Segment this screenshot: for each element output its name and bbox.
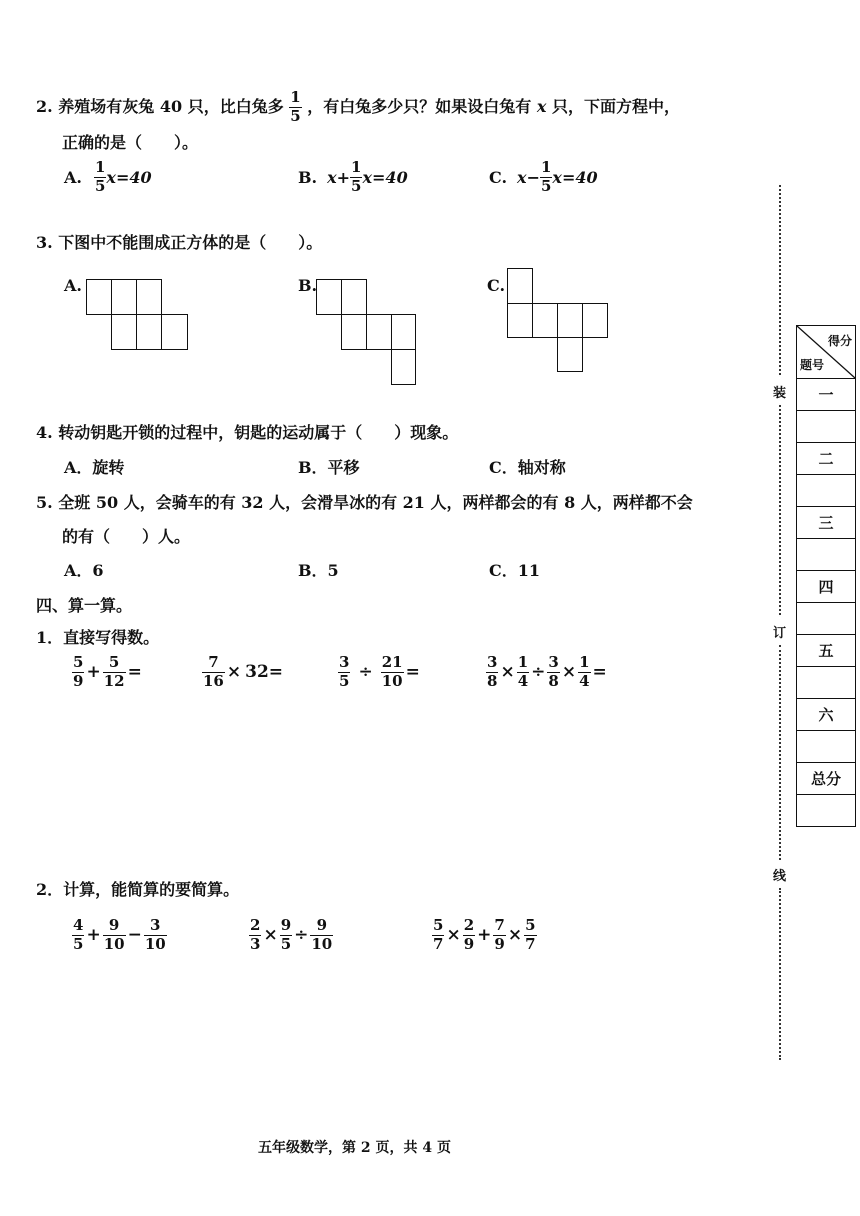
score-cell[interactable] bbox=[797, 731, 856, 763]
score-cell[interactable] bbox=[797, 603, 856, 635]
option-b: B. x+ $\frac{1}{5}$ x=40 bbox=[298, 158, 408, 195]
question-5: 5. 全班 50 人，会骑车的有 32 人，会滑旱冰的有 21 人，两样都会的有 8 人，两样都不会 bbox=[36, 493, 693, 512]
question-text: ，有白兔多少只？如果设白兔有 bbox=[307, 96, 532, 116]
binding-char: 装 bbox=[773, 386, 787, 401]
part-1-title: 1．直接写得数。 bbox=[36, 628, 160, 647]
score-table bbox=[796, 325, 856, 827]
binding-dotted-line bbox=[779, 405, 781, 615]
net-c-label: C. bbox=[487, 276, 506, 295]
binding-dotted-line bbox=[779, 185, 781, 375]
calc-item: $\frac{2}{3}$ × $\frac{9}{5}$ ÷ $\frac{9}{10}$ bbox=[250, 916, 333, 953]
section-title: 四、算一算。 bbox=[36, 596, 133, 615]
option-c: C. x− $\frac{1}{5}$ x=40 bbox=[489, 158, 598, 195]
score-cell[interactable] bbox=[797, 539, 856, 571]
question-number: 2. bbox=[36, 96, 53, 116]
question-4: 4. 转动钥匙开锁的过程中，钥匙的运动属于（ ）现象。 bbox=[36, 423, 459, 442]
score-cell[interactable] bbox=[797, 795, 856, 827]
score-cell[interactable] bbox=[797, 475, 856, 507]
score-cell[interactable] bbox=[797, 411, 856, 443]
page-footer: 五年级数学，第 2 页，共 4 页 bbox=[258, 1140, 451, 1156]
score-row-label: 三 bbox=[797, 507, 856, 539]
score-row-label: 二 bbox=[797, 443, 856, 475]
question-2-line2: 正确的是（ ）。 bbox=[62, 133, 199, 152]
q4-option-a: A．旋转 bbox=[64, 458, 125, 477]
option-a: A. $\frac{1}{5}$ x=40 bbox=[64, 158, 152, 195]
binding-char: 线 bbox=[773, 869, 787, 884]
calc-item: $\frac{5}{9}$ + $\frac{5}{12}$ = bbox=[73, 653, 142, 690]
q4-option-c: C．轴对称 bbox=[489, 458, 566, 477]
calc-item: $\frac{5}{7}$ × $\frac{2}{9}$ + $\frac{7}{9}$ × $\frac{5}{7}$ bbox=[433, 916, 536, 953]
score-cell[interactable] bbox=[797, 667, 856, 699]
binding-char: 订 bbox=[773, 626, 787, 641]
question-5-line2: 的有（ ）人。 bbox=[62, 527, 191, 546]
score-row-label: 五 bbox=[797, 635, 856, 667]
score-table-header: 得分 题号 bbox=[797, 326, 856, 379]
calc-item: $\frac{3}{5}$ ÷ $\frac{21}{10}$ = bbox=[339, 653, 420, 690]
binding-dotted-line bbox=[779, 645, 781, 860]
binding-dotted-line bbox=[779, 888, 781, 1060]
calc-item: $\frac{7}{16}$ × 32= bbox=[203, 653, 284, 690]
fraction: $\frac{1}{5}$ bbox=[290, 88, 301, 125]
score-row-label: 一 bbox=[797, 379, 856, 411]
question-text: 养殖场有灰兔 40 只，比白兔多 bbox=[58, 96, 284, 116]
net-b-label: B. bbox=[298, 276, 318, 295]
net-a-label: A. bbox=[64, 276, 82, 295]
question-2 bbox=[36, 90, 680, 125]
score-row-label: 六 bbox=[797, 699, 856, 731]
question-text: 只，下面方程中， bbox=[552, 96, 681, 116]
q5-option-b: B．5 bbox=[298, 561, 339, 580]
calc-item: $\frac{4}{5}$ + $\frac{9}{10}$ − $\frac{3}{10}$ bbox=[73, 916, 166, 953]
calc-item: $\frac{3}{8}$ × $\frac{1}{4}$ ÷ $\frac{3}{8}$ × $\frac{1}{4}$ = bbox=[487, 653, 607, 690]
q4-option-b: B．平移 bbox=[298, 458, 360, 477]
score-row-label: 四 bbox=[797, 571, 856, 603]
question-3: 3. 下图中不能围成正方体的是（ ）。 bbox=[36, 233, 323, 252]
q5-option-c: C．11 bbox=[489, 561, 541, 580]
score-row-label: 总分 bbox=[797, 763, 856, 795]
part-2-title: 2．计算，能简算的要简算。 bbox=[36, 880, 240, 899]
variable: x bbox=[536, 96, 547, 116]
q5-option-a: A．6 bbox=[64, 561, 104, 580]
